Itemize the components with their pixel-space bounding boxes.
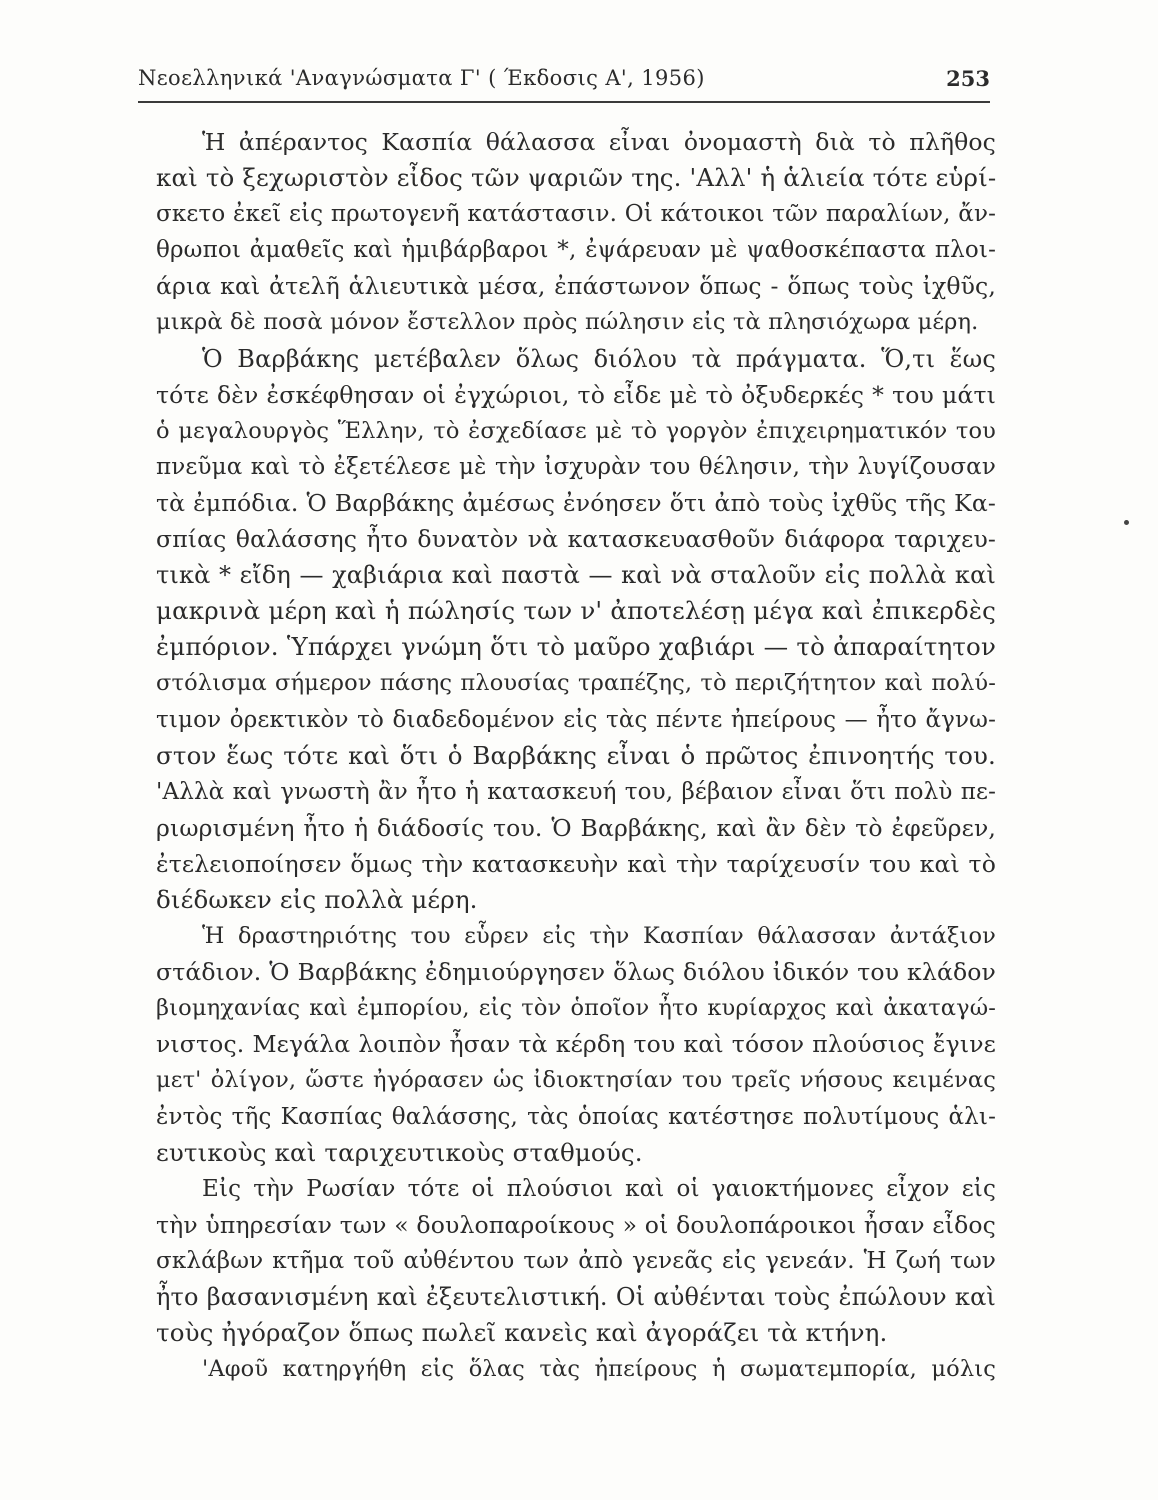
text-line: 'Αφοῦ κατηργήθη εἰς ὅλας τὰς ἠπείρους ἡ σωματεμπορία, μόλις <box>202 1356 996 1383</box>
text-line: σπίας θαλάσσης ἦτο δυνατὸν νὰ κατασκευασθοῦν διάφορα ταριχευ- <box>156 525 996 554</box>
text-line: μικρὰ δὲ ποσὰ μόνον ἔστελλον πρὸς πώλησιν εἰς τὰ πλησιόχωρα μέρη. <box>156 309 979 336</box>
text-line: ριωρισμένη ἦτο ἡ διάδοσίς του. Ὁ Βαρβάκης, καὶ ἂν δὲν τὸ ἐφεῦρεν, <box>156 813 996 842</box>
text-line: Ἡ δραστηριότης του εὗρεν εἰς τὴν Κασπίαν θάλασσαν ἀντάξιον <box>202 923 996 950</box>
text-line: τὴν ὑπηρεσίαν των « δουλοπαροίκους » οἱ δουλοπάροικοι ἦσαν εἶδος <box>156 1210 996 1239</box>
text-line: ἐτελειοποίησεν ὅμως τὴν κατασκευὴν καὶ τὴν ταρίχευσίν του καὶ τὸ <box>156 849 996 878</box>
text-line: σκετο ἐκεῖ εἰς πρωτογενῆ κατάστασιν. Οἱ κάτοικοι τῶν παραλίων, ἄν- <box>156 201 996 228</box>
header-rule <box>138 101 990 103</box>
text-line: σκλάβων κτῆμα τοῦ αὐθέντου των ἀπὸ γενεᾶς εἰς γενεάν. Ἡ ζωή των <box>156 1247 996 1274</box>
text-line: Ἡ ἀπέραντος Κασπία θάλασσα εἶναι ὀνομαστὴ διὰ τὸ πλῆθος <box>202 128 996 156</box>
text-line: Ὁ Βαρβάκης μετέβαλεν ὅλως διόλου τὰ πράγματα. Ὅ,τι ἕως <box>202 344 996 373</box>
text-line: τοὺς ἠγόραζον ὅπως πωλεῖ κανεὶς καὶ ἀγοράζει τὰ κτήνη. <box>156 1318 888 1348</box>
text-line: ἐντὸς τῆς Κασπίας θαλάσσης, τὰς ὁποίας κατέστησε πολυτίμους ἁλι- <box>156 1103 996 1130</box>
paragraph-industry <box>156 918 996 1171</box>
text-line: ἐμπόριον. Ὑπάρχει γνώμη ὅτι τὸ μαῦρο χαβιάρι — τὸ ἀπαραίτητον <box>156 632 996 662</box>
text-line: στόλισμα σήμερον πάσης πλουσίας τραπέζης, τὸ περιζήτητον καὶ πολύ- <box>156 670 996 697</box>
text-line: άρια καὶ ἀτελῆ ἁλιευτικὰ μέσα, ἐπάστωνον ὅπως - ὅπως τοὺς ἰχθῦς, <box>156 272 996 301</box>
paragraph-serfs <box>156 1171 996 1351</box>
text-line: στον ἕως τότε καὶ ὅτι ὁ Βαρβάκης εἶναι ὁ πρῶτος ἐπινοητής του. <box>156 740 996 770</box>
header-title: Νεοελληνικά 'Αναγνώσματα Γ' ( Έκδοσις Α', 1956) <box>138 66 705 90</box>
text-line: νιστος. Μεγάλα λοιπὸν ἦσαν τὰ κέρδη του καὶ τόσον πλούσιος ἔγινε <box>156 1030 996 1059</box>
paragraph-varvakis-caviar <box>156 341 996 919</box>
text-line: μακρινὰ μέρη καὶ ἡ πώλησίς των ν' ἀποτελέσῃ μέγα καὶ ἐπικερδὲς <box>156 596 996 626</box>
running-header <box>138 66 990 100</box>
text-line: τικὰ * εἴδη — χαβιάρια καὶ παστὰ — καὶ νὰ σταλοῦν εἰς πολλὰ καὶ <box>156 561 996 590</box>
page-number: 253 <box>946 66 990 91</box>
text-line: βιομηχανίας καὶ ἐμπορίου, εἰς τὸν ὁποῖον ἦτο κυρίαρχος καὶ ἀκαταγώ- <box>156 995 996 1022</box>
text-line: τότε δὲν ἐσκέφθησαν οἱ ἐγχώριοι, τὸ εἶδε μὲ τὸ ὀξυδερκές * του μάτι <box>156 380 996 409</box>
text-line: ἦτο βασανισμένη καὶ ἐξευτελιστική. Οἱ αὐθένται τοὺς ἐπώλουν καὶ <box>156 1283 996 1311</box>
text-line: ευτικοὺς καὶ ταριχευτικοὺς σταθμούς. <box>156 1137 643 1167</box>
text-line: Εἰς τὴν Ρωσίαν τότε οἱ πλούσιοι καὶ οἱ γαιοκτήμονες εἶχον εἰς <box>202 1175 996 1202</box>
paragraph-slave-trade <box>156 1351 996 1387</box>
text-line: τιμον ὀρεκτικὸν τὸ διαδεδομένον εἰς τὰς πέντε ἠπείρους — ἦτο ἄγνω- <box>156 706 996 733</box>
body-text <box>156 124 996 1387</box>
text-line: στάδιον. Ὁ Βαρβάκης ἐδημιούργησεν ὅλως διόλου ἰδικόν του κλάδον <box>156 958 996 987</box>
text-line: μετ' ὀλίγον, ὥστε ἠγόρασεν ὡς ἰδιοκτησίαν του τρεῖς νήσους κειμένας <box>156 1067 996 1094</box>
text-line: θρωποι ἀμαθεῖς καὶ ἡμιβάρβαροι *, ἐψάρευαν μὲ ψαθοσκέπαστα πλοι- <box>156 237 996 264</box>
margin-dot <box>1124 520 1129 525</box>
text-line: πνεῦμα καὶ τὸ ἐξετέλεσε μὲ τὴν ἰσχυρὰν του θέλησιν, τὴν λυγίζουσαν <box>156 453 996 480</box>
text-line: ὁ μεγαλουργὸς Ἕλλην, τὸ ἐσχεδίασε μὲ τὸ γοργὸν ἐπιχειρηματικόν του <box>156 417 996 444</box>
text-line: 'Αλλὰ καὶ γνωστὴ ἂν ἦτο ἡ κατασκευή του, βέβαιον εἶναι ὅτι πολὺ πε- <box>156 778 996 805</box>
text-line: τὰ ἐμπόδια. Ὁ Βαρβάκης ἀμέσως ἐνόησεν ὅτι ἀπὸ τοὺς ἰχθῦς τῆς Κα- <box>156 488 996 517</box>
paragraph-caspian-sea <box>156 124 996 341</box>
text-line: διέδωκεν εἰς πολλὰ μέρη. <box>156 884 478 914</box>
text-line: καὶ τὸ ξεχωριστὸν εἶδος τῶν ψαριῶν της. 'Αλλ' ἡ ἁλιεία τότε εὑρί- <box>156 163 997 193</box>
